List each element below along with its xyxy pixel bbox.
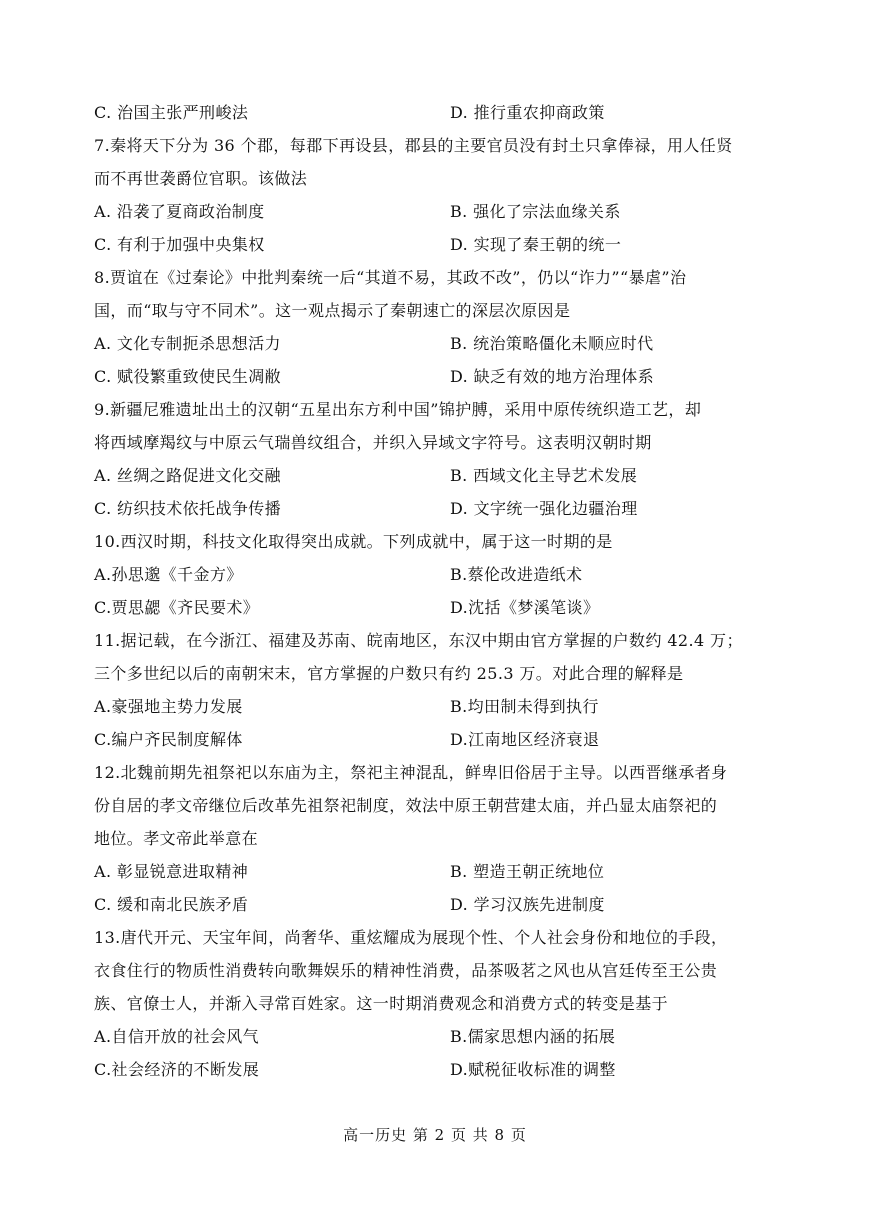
q12-option-d: D. 学习汉族先进制度 [450, 895, 605, 914]
q13-stem-line2: 衣食住行的物质性消费转向歌舞娱乐的精神性消费，品茶吸茗之风也从宫廷传至王公贵 [94, 961, 718, 980]
q8-stem-line2: 国，而“取与守不同术”。这一观点揭示了秦朝速亡的深层次原因是 [94, 301, 571, 320]
q8-option-a: A. 文化专制扼杀思想活力 [94, 334, 281, 353]
q10-option-c: C.贾思勰《齐民要术》 [94, 598, 260, 617]
q11-option-a: A.豪强地主势力发展 [94, 697, 243, 716]
q12-stem-line3: 地位。孝文帝此举意在 [94, 829, 259, 848]
q9-option-a: A. 丝绸之路促进文化交融 [94, 466, 281, 485]
q9-option-d: D. 文字统一强化边疆治理 [450, 499, 638, 518]
q12-option-c: C. 缓和南北民族矛盾 [94, 895, 249, 914]
q10-option-d: D.沈括《梦溪笔谈》 [450, 598, 600, 617]
q12-stem-line2: 份自居的孝文帝继位后改革先祖祭祀制度，效法中原王朝营建太庙，并凸显太庙祭祀的 [94, 796, 718, 815]
q11-option-d: D.江南地区经济衰退 [450, 730, 600, 749]
q9-stem-line2: 将西域摩羯纹与中原云气瑞兽纹组合，并织入异域文字符号。这表明汉朝时期 [94, 433, 652, 452]
q9-option-b: B. 西域文化主导艺术发展 [450, 466, 638, 485]
q12-stem-line1: 12.北魏前期先祖祭祀以东庙为主，祭祀主神混乱，鲜卑旧俗居于主导。以西晋继承者身 [94, 763, 728, 782]
q13-stem-line1: 13.唐代开元、天宝年间，尚奢华、重炫耀成为展现个性、个人社会身份和地位的手段， [94, 928, 728, 947]
q7-option-b: B. 强化了宗法血缘关系 [450, 202, 621, 221]
q11-stem-line1: 11.据记载，在今浙江、福建及苏南、皖南地区，东汉中期由官方掌握的户数约 42.4 万； [94, 631, 743, 650]
q7-option-c: C. 有利于加强中央集权 [94, 235, 265, 254]
q7-option-a: A. 沿袭了夏商政治制度 [94, 202, 265, 221]
q9-option-c: C. 纺织技术依托战争传播 [94, 499, 282, 518]
q13-option-b: B.儒家思想内涵的拓展 [450, 1027, 616, 1046]
q13-option-d: D.赋税征收标准的调整 [450, 1060, 616, 1079]
q11-stem-line2: 三个多世纪以后的南朝宋末，官方掌握的户数只有约 25.3 万。对此合理的解释是 [94, 664, 684, 683]
q7-stem-line1: 7.秦将天下分为 36 个郡，每郡下再设县，郡县的主要官员没有封土只拿俸禄，用人任贤 [94, 136, 733, 155]
q7-option-d: D. 实现了秦王朝的统一 [450, 235, 622, 254]
q13-stem-line3: 族、官僚士人，并渐入寻常百姓家。这一时期消费观念和消费方式的转变是基于 [94, 994, 669, 1013]
q13-option-c: C.社会经济的不断发展 [94, 1060, 260, 1079]
q10-stem-line1: 10.西汉时期，科技文化取得突出成就。下列成就中，属于这一时期的是 [94, 532, 613, 551]
q12-option-a: A. 彰显锐意进取精神 [94, 862, 249, 881]
q6-option-d: D. 推行重农抑商政策 [450, 103, 605, 122]
q9-stem-line1: 9.新疆尼雅遗址出土的汉朝“五星出东方利中国”锦护膊，采用中原传统织造工艺，却 [94, 400, 702, 419]
q8-option-c: C. 赋役繁重致使民生凋敝 [94, 367, 282, 386]
q8-option-b: B. 统治策略僵化未顺应时代 [450, 334, 654, 353]
q8-stem-line1: 8.贾谊在《过秦论》中批判秦统一后“其道不易，其政不改”，仍以“诈力”“暴虐”治 [94, 268, 687, 287]
q10-option-b: B.蔡伦改进造纸术 [450, 565, 583, 584]
q11-option-c: C.编户齐民制度解体 [94, 730, 243, 749]
q13-option-a: A.自信开放的社会风气 [94, 1027, 260, 1046]
q6-option-c: C. 治国主张严刑峻法 [94, 103, 249, 122]
q12-option-b: B. 塑造王朝正统地位 [450, 862, 605, 881]
q7-stem-line2: 而不再世袭爵位官职。该做法 [94, 169, 308, 188]
q10-option-a: A.孙思邈《千金方》 [94, 565, 243, 584]
page-footer: 高一历史 第 2 页 共 8 页 [343, 1126, 527, 1144]
q8-option-d: D. 缺乏有效的地方治理体系 [450, 367, 655, 386]
q11-option-b: B.均田制未得到执行 [450, 697, 599, 716]
